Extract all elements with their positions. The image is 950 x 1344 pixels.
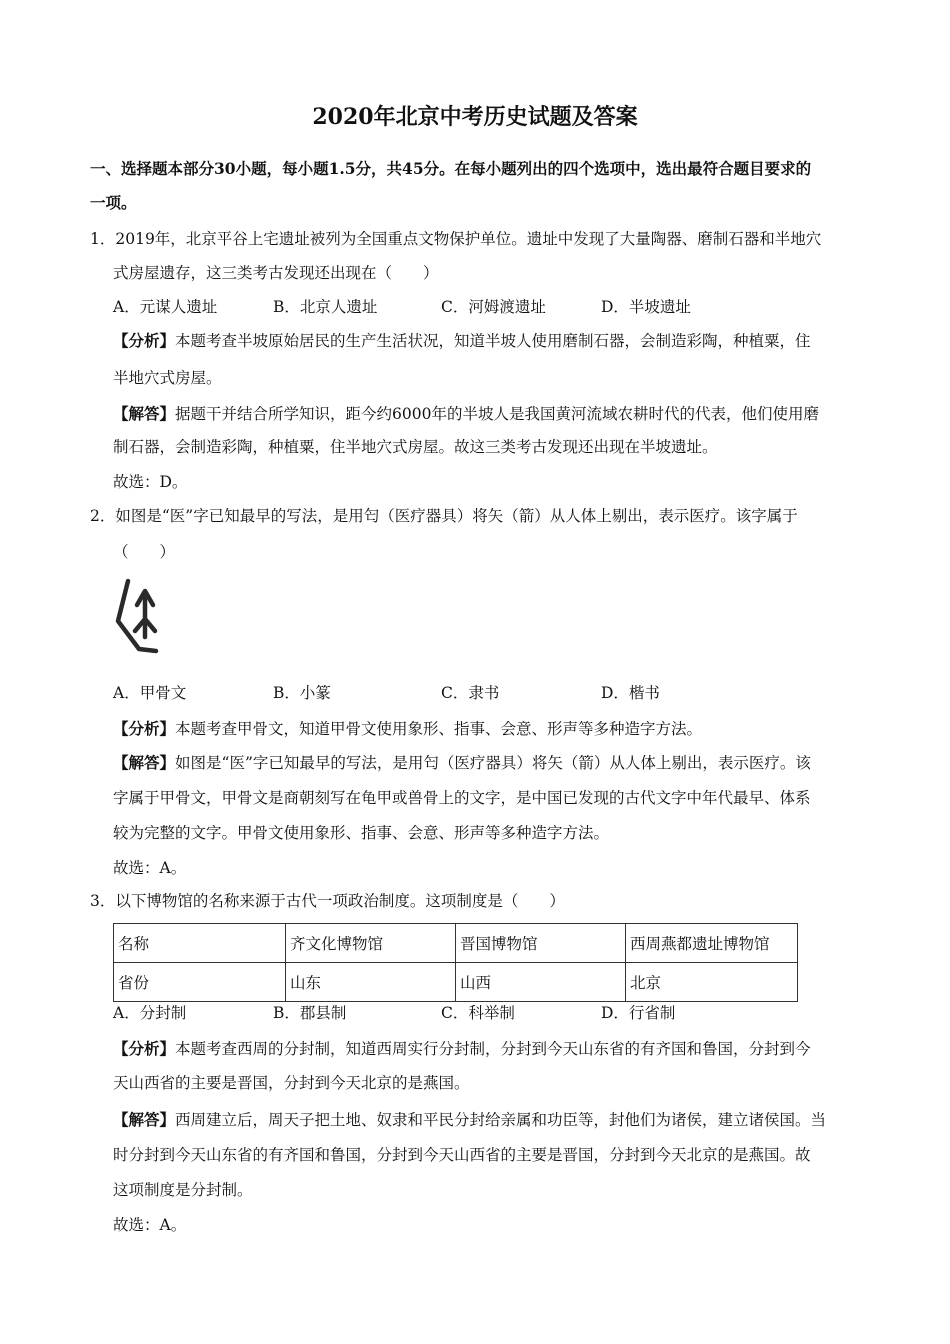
q1-option-a: A．元谋人遗址 [113, 298, 218, 316]
q1-answer-line2: 制石器，会制造彩陶，种植粟，住半地穴式房屋。故这三类考古发现还出现在半坡遗址。 [113, 438, 718, 456]
q3-answer-tag: 【解答】 [113, 1110, 176, 1129]
q3-analysis-line1 [113, 1041, 811, 1058]
q1-answer-tag: 【解答】 [113, 404, 176, 423]
q1-analysis-text: 本题考查半坡原始居民的生产生活状况，知道半坡人使用磨制石器，会制造彩陶，种植粟，住 [175, 332, 811, 350]
q2-answer-line2: 字属于甲骨文，甲骨文是商朝刻写在龟甲或兽骨上的文字，是中国已发现的古代文字中年代最早、体系 [113, 789, 811, 807]
q2-answer-text: 如图是“医”字已知最早的写法，是用匄（医疗器具）将矢（箭）从人体上剔出，表示医疗。该 [175, 754, 811, 772]
q1-option-b: B．北京人遗址 [273, 298, 378, 316]
q2-stem-line1: 2．如图是“医”字已知最早的写法，是用匄（医疗器具）将矢（箭）从人体上剔出，表示医疗。该字属于 [90, 507, 798, 525]
q2-option-b: B．小篆 [273, 684, 331, 702]
table-cell: 西周燕都遗址博物馆 [626, 924, 798, 963]
q3-stem-line1: 3．以下博物馆的名称来源于古代一项政治制度。这项制度是（ ） [90, 892, 565, 910]
q2-option-c: C．隶书 [441, 684, 500, 702]
q2-analysis-tag: 【分析】 [113, 719, 176, 738]
table-cell: 省份 [114, 963, 286, 1002]
q3-analysis-tag: 【分析】 [113, 1039, 176, 1058]
q2-choice: 故选：A。 [113, 859, 187, 877]
q1-stem-line1: 1．2019年，北京平谷上宅遗址被列为全国重点文物保护单位。遗址中发现了大量陶器、磨制石器和半地穴 [90, 230, 822, 248]
table-cell: 北京 [626, 963, 798, 1002]
q3-choice: 故选：A。 [113, 1216, 187, 1234]
q1-answer-text: 据题干并结合所学知识，距今约6000年的半坡人是我国黄河流域农耕时代的代表，他们使用磨 [175, 405, 819, 423]
q2-answer-line1 [113, 755, 811, 772]
q2-option-a: A．甲骨文 [113, 684, 187, 702]
q2-answer-line3: 较为完整的文字。甲骨文使用象形、指事、会意、形声等多种造字方法。 [113, 824, 610, 842]
q2-analysis-text: 本题考查甲骨文，知道甲骨文使用象形、指事、会意、形声等多种造字方法。 [175, 720, 703, 738]
q1-analysis-tag: 【分析】 [113, 331, 176, 350]
museum-table [113, 923, 798, 1002]
table-row [114, 963, 798, 1002]
q2-option-d: D．楷书 [601, 684, 660, 702]
q2-stem-line2: （ ） [113, 543, 176, 561]
q3-analysis-text: 本题考查西周的分封制，知道西周实行分封制，分封到今天山东省的有齐国和鲁国，分封到今 [175, 1040, 811, 1058]
table-row [114, 924, 798, 963]
q1-option-d: D．半坡遗址 [601, 298, 691, 316]
page-title: 2020年北京中考历史试题及答案 [312, 104, 638, 130]
q2-answer-tag: 【解答】 [113, 753, 176, 772]
q1-stem-line2: 式房屋遗存，这三类考古发现还出现在（ ） [113, 264, 439, 282]
q3-analysis-line2: 天山西省的主要是晋国，分封到今天北京的是燕国。 [113, 1074, 470, 1092]
table-cell: 山东 [286, 963, 456, 1002]
q3-option-a: A．分封制 [113, 1004, 187, 1022]
q3-answer-text: 西周建立后，周天子把土地、奴隶和平民分封给亲属和功臣等，封他们为诸侯，建立诸侯国。当 [175, 1111, 827, 1129]
q3-option-b: B．郡县制 [273, 1004, 347, 1022]
q1-analysis-line1 [113, 333, 811, 350]
section-heading-line2: 一项。 [90, 193, 137, 212]
section-heading-line1: 一、选择题本部分30小题，每小题1.5分，共45分。在每小题列出的四个选项中，选出最符合题目要求的 [90, 159, 812, 178]
q1-answer-line1 [113, 406, 819, 423]
q3-answer-line2: 时分封到今天山东省的有齐国和鲁国，分封到今天山西省的主要是晋国，分封到今天北京的是燕国。故 [113, 1146, 811, 1164]
table-cell: 齐文化博物馆 [286, 924, 456, 963]
q3-option-c: C．科举制 [441, 1004, 515, 1022]
q1-option-c: C．河姆渡遗址 [441, 298, 546, 316]
q3-answer-line3: 这项制度是分封制。 [113, 1181, 253, 1199]
table-cell: 山西 [456, 963, 626, 1002]
q1-analysis-line2: 半地穴式房屋。 [113, 369, 222, 387]
table-cell: 名称 [114, 924, 286, 963]
table-cell: 晋国博物馆 [456, 924, 626, 963]
q2-analysis-line1 [113, 721, 702, 738]
q1-choice: 故选：D。 [113, 473, 188, 491]
q3-option-d: D．行省制 [601, 1004, 676, 1022]
q3-answer-line1 [113, 1112, 826, 1129]
oracle-bone-yi-glyph [111, 575, 167, 655]
